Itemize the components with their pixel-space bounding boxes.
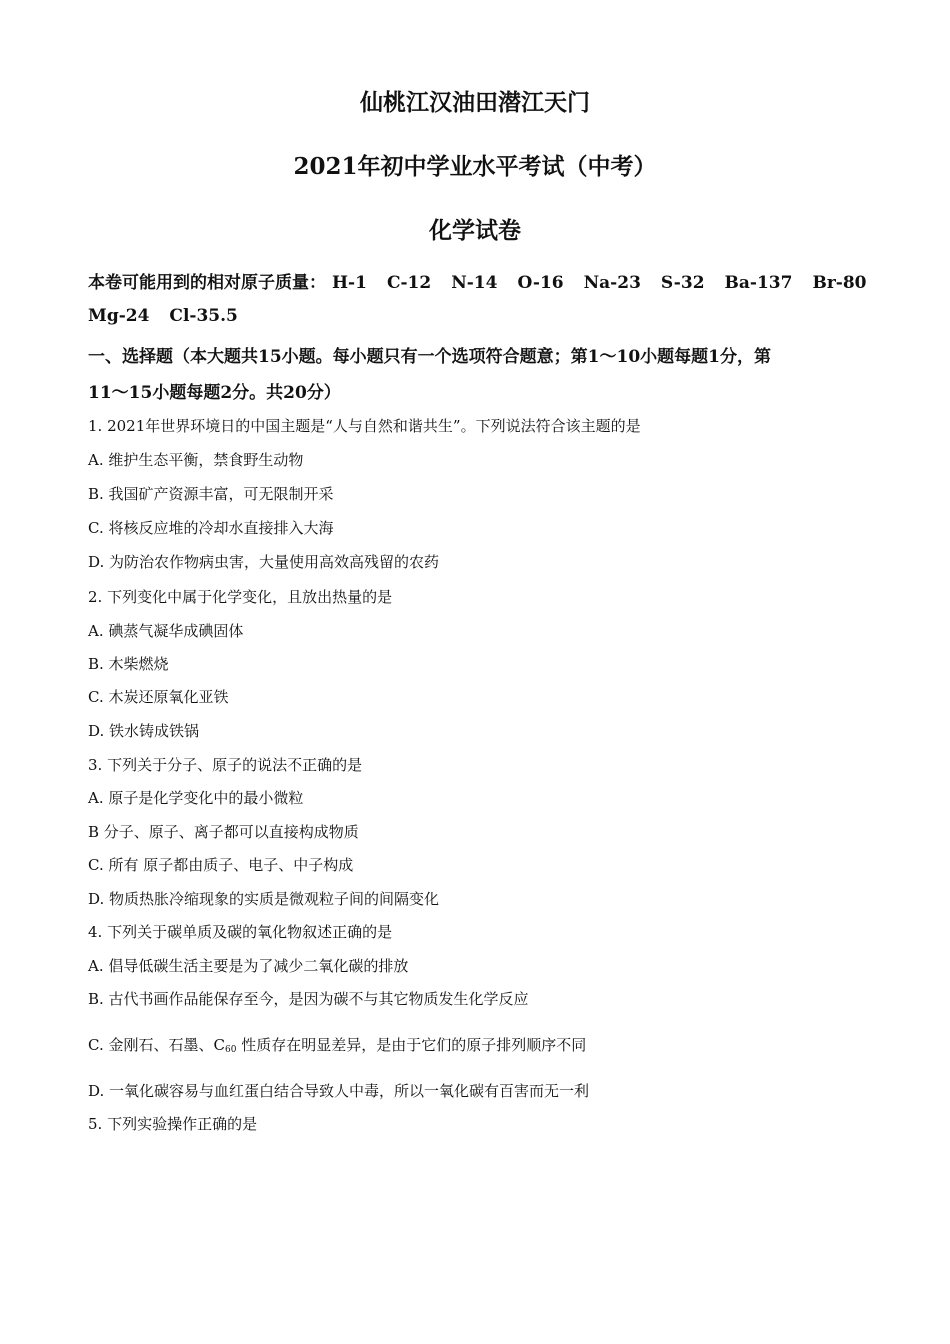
atomic-mass: C-12	[386, 273, 432, 293]
atomic-mass: N-14	[451, 273, 498, 293]
question-5-stem: 5. 下列实验操作正确的是	[88, 1115, 258, 1133]
question-2-option-c: C. 木炭还原氧化亚铁	[88, 688, 229, 706]
question-4-option-b: B. 古代书画作品能保存至今，是因为碳不与其它物质发生化学反应	[88, 990, 529, 1008]
subscript-60: 60	[224, 1045, 237, 1055]
question-2-stem: 2. 下列变化中属于化学变化，且放出热量的是	[88, 588, 393, 606]
atomic-mass: Mg-24	[88, 306, 150, 326]
atomic-mass: H-1	[332, 273, 367, 293]
atomic-mass: S-32	[660, 273, 705, 293]
question-3-option-b: B 分子、原子、离子都可以直接构成物质	[88, 823, 359, 841]
atomic-mass: Cl-35.5	[169, 306, 238, 326]
title-line-3: 化学试卷	[429, 217, 521, 244]
question-2-option-a: A. 碘蒸气凝华成碘固体	[88, 622, 244, 640]
atomic-masses-row-1	[88, 268, 887, 293]
question-4-option-c-prefix: C. 金刚石、石墨、C	[88, 1036, 225, 1054]
atomic-mass: Na-23	[583, 273, 641, 293]
question-4-option-d: D. 一氧化碳容易与血红蛋白结合导致人中毒，所以一氧化碳有百害而无一利	[88, 1082, 590, 1100]
question-1-option-d: D. 为防治农作物病虫害，大量使用高效高残留的农药	[88, 553, 440, 571]
question-1-option-c: C. 将核反应堆的冷却水直接排入大海	[88, 519, 334, 537]
question-3-option-a: A. 原子是化学变化中的最小微粒	[88, 789, 304, 807]
question-1-option-b: B. 我国矿产资源丰富，可无限制开采	[88, 485, 334, 503]
question-2-option-b: B. 木柴燃烧	[88, 655, 169, 673]
section-heading-line-1: 一、选择题（本大题共15小题。每小题只有一个选项符合题意；第1～10小题每题1分，第	[88, 347, 771, 367]
atomic-mass: Br-80	[812, 273, 867, 293]
question-4-option-c	[88, 1034, 586, 1055]
question-4-stem: 4. 下列关于碳单质及碳的氧化物叙述正确的是	[88, 923, 393, 941]
title-line-2: 2021年初中学业水平考试（中考）	[293, 153, 657, 180]
question-3-option-c: C. 所有 原子都由质子、电子、中子构成	[88, 856, 354, 874]
atomic-mass: Ba-137	[724, 273, 793, 293]
question-4-option-c-suffix: 性质存在明显差异，是由于它们的原子排列顺序不同	[236, 1036, 587, 1054]
atomic-mass: O-16	[517, 273, 564, 293]
atomic-masses-row-2	[88, 306, 258, 326]
question-4-option-a: A. 倡导低碳生活主要是为了减少二氧化碳的排放	[88, 957, 409, 975]
question-3-stem: 3. 下列关于分子、原子的说法不正确的是	[88, 756, 363, 774]
section-heading-line-2: 11～15小题每题2分。共20分）	[88, 383, 341, 403]
question-1-stem: 1. 2021年世界环境日的中国主题是“人与自然和谐共生”。下列说法符合该主题的是	[88, 417, 641, 435]
question-3-option-d: D. 物质热胀冷缩现象的实质是微观粒子间的间隔变化	[88, 890, 440, 908]
question-1-option-a: A. 维护生态平衡，禁食野生动物	[88, 451, 304, 469]
question-2-option-d: D. 铁水铸成铁锅	[88, 722, 200, 740]
title-line-1: 仙桃江汉油田潜江天门	[360, 89, 590, 116]
atomic-masses-label: 本卷可能用到的相对原子质量：	[88, 273, 326, 293]
